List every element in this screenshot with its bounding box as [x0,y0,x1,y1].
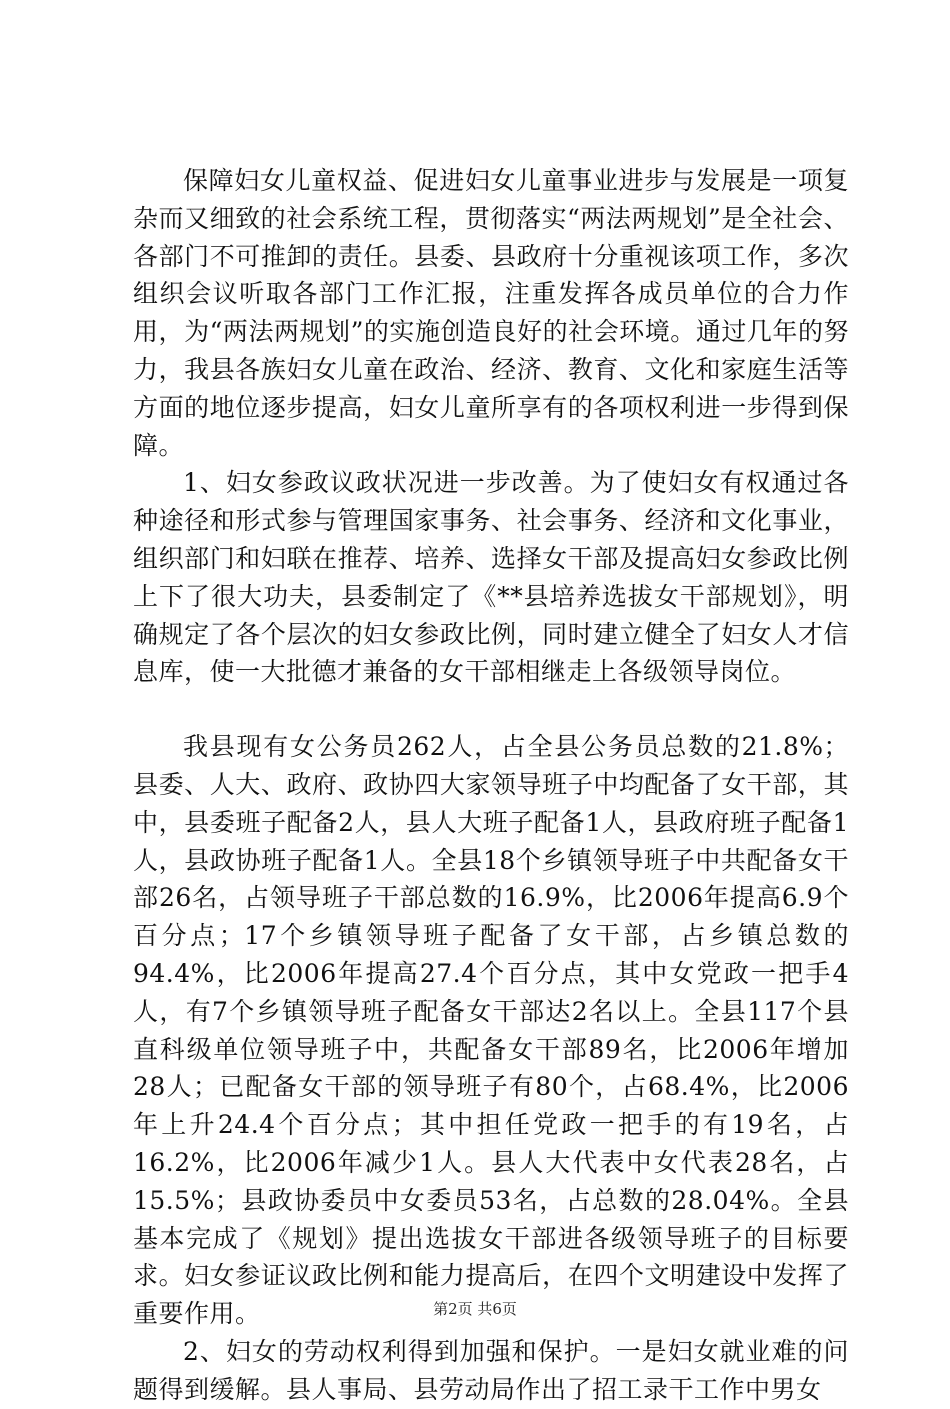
page-number-footer: 第2页 共6页 [433,1300,517,1318]
document-body [133,162,849,1409]
paragraph-section-2: 2、妇女的劳动权利得到加强和保护。一是妇女就业难的问题得到缓解。县人事局、县劳动局作出了招工录干工作中男女 [133,1336,849,1404]
paragraph-intro: 保障妇女儿童权益、促进妇女儿童事业进步与发展是一项复杂而又细致的社会系统工程，贯彻落实“两法两规划”是全社会、各部门不可推卸的责任。县委、县政府十分重视该项工作，多次组织会议听取各部门工作汇报，注重发挥各成员单位的合力作用，为“两法两规划”的实施创造良好的社会环境。通过几年的努力，我县各族妇女儿童在政治、经济、教育、文化和家庭生活等方面的地位逐步提高，妇女儿童所享有的各项权利进一步得到保障。 [133,166,849,460]
paragraph-statistics: 我县现有女公务员262人，占全县公务员总数的21.8%；县委、人大、政府、政协四大家领导班子中均配备了女干部，其中，县委班子配备2人，县人大班子配备1人，县政府班子配备1人，县政协班子配备1人。全县18个乡镇领导班子中共配备女干部26名，占领导班子干部总数的16.9%，比2006年提高6.9个百分点；17个乡镇领导班子配备了女干部，占乡镇总数的94.4%，比2006年提高27.4个百分点，其中女党政一把手4人，有7个乡镇领导班子配备女干部达2名以上。全县117个县直科级单位领导班子中，共配备女干部89名，比2006年增加28人；已配备女干部的领导班子有80个，占68.4%，比2006年上升24.4个百分点；其中担任党政一把手的有19名，占16.2%，比2006年减少1人。县人大代表中女代表28名，占15.5%；县政协委员中女委员53名，占总数的28.04%。全县基本完成了《规划》提出选拔女干部进各级领导班子的目标要求。妇女参证议政比例和能力提高后，在四个文明建设中发挥了重要作用。 [133,732,849,1329]
paragraph-section-1: 1、妇女参政议政状况进一步改善。为了使妇女有权通过各种途径和形式参与管理国家事务、社会事务、经济和文化事业，组织部门和妇联在推荐、培养、选择女干部及提高妇女参政比例上下了很大功夫，县委制定了《**县培养选拔女干部规划》，明确规定了各个层次的妇女参政比例，同时建立健全了妇女人才信息库，使一大批德才兼备的女干部相继走上各级领导岗位。 [133,468,849,687]
